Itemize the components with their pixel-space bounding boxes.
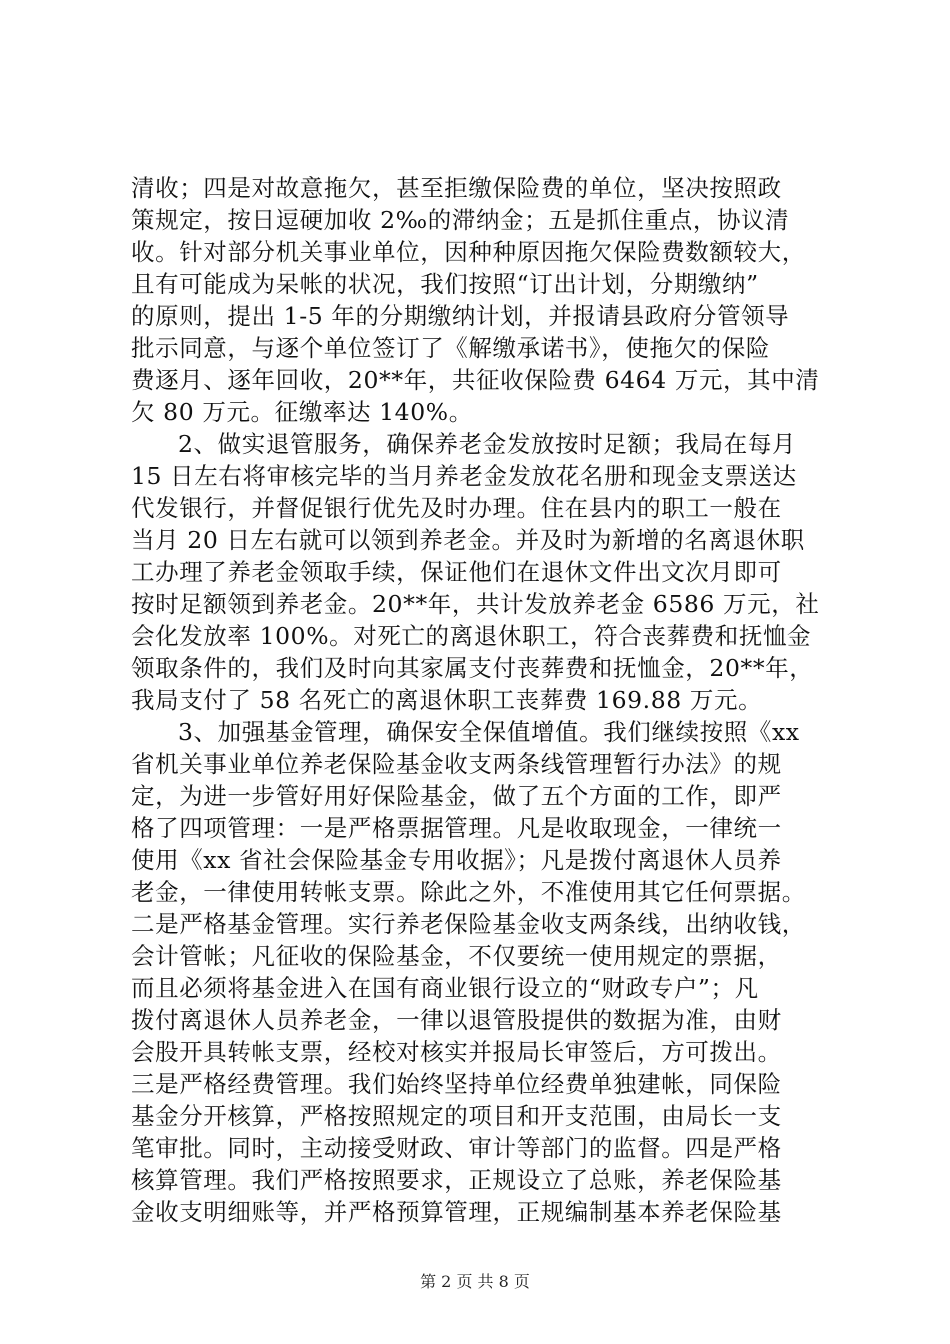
text-line: 老金，一律使用转帐支票。除此之外，不准使用其它任何票据。	[131, 878, 806, 906]
page-number-footer: 第 2 页 共 8 页	[420, 1272, 530, 1291]
text-line: 金收支明细账等，并严格预算管理，正规编制基本养老保险基	[131, 1198, 782, 1226]
paragraph-start-line: 3、加强基金管理，确保安全保值增值。我们继续按照《xx	[178, 718, 800, 746]
text-line: 核算管理。我们严格按照要求，正规设立了总账，养老保险基	[131, 1166, 782, 1194]
text-line: 会股开具转帐支票，经校对核实并报局长审签后，方可拨出。	[131, 1038, 782, 1066]
text-line: 笔审批。同时，主动接受财政、审计等部门的监督。四是严格	[131, 1134, 782, 1162]
text-line: 费逐月、逐年回收，20**年，共征收保险费 6464 万元，其中清	[131, 366, 820, 394]
text-line: 会计管帐；凡征收的保险基金，不仅要统一使用规定的票据，	[131, 942, 782, 970]
text-line: 二是严格基金管理。实行养老保险基金收支两条线，出纳收钱，	[131, 910, 806, 938]
text-line: 15 日左右将审核完毕的当月养老金发放花名册和现金支票送达	[131, 462, 797, 490]
text-line: 欠 80 万元。征缴率达 140%。	[131, 398, 473, 426]
text-line: 代发银行，并督促银行优先及时办理。住在县内的职工一般在	[131, 494, 782, 522]
paragraph-start-line: 2、做实退管服务，确保养老金发放按时足额；我局在每月	[178, 430, 797, 458]
text-line: 领取条件的，我们及时向其家属支付丧葬费和抚恤金，20**年，	[131, 654, 814, 682]
text-line: 而且必须将基金进入在国有商业银行设立的“财政专户”；凡	[131, 974, 759, 1002]
text-line: 按时足额领到养老金。20**年，共计发放养老金 6586 万元，社	[131, 590, 820, 618]
text-line: 拨付离退休人员养老金，一律以退管股提供的数据为准，由财	[131, 1006, 782, 1034]
text-line: 当月 20 日左右就可以领到养老金。并及时为新增的名离退休职	[131, 526, 805, 554]
text-line: 策规定，按日逗硬加收 2‰的滞纳金；五是抓住重点，协议清	[131, 206, 790, 234]
text-line: 的原则，提出 1-5 年的分期缴纳计划，并报请县政府分管领导	[131, 302, 790, 330]
text-line: 清收；四是对故意拖欠，甚至拒缴保险费的单位，坚决按照政	[131, 174, 782, 202]
text-line: 收。针对部分机关事业单位，因种种原因拖欠保险费数额较大，	[131, 238, 806, 266]
text-line: 我局支付了 58 名死亡的离退休职工丧葬费 169.88 万元。	[131, 686, 763, 714]
text-line: 且有可能成为呆帐的状况，我们按照“订出计划，分期缴纳”	[131, 270, 759, 298]
text-line: 基金分开核算，严格按照规定的项目和开支范围，由局长一支	[131, 1102, 782, 1130]
text-line: 批示同意，与逐个单位签订了《解缴承诺书》，使拖欠的保险	[131, 334, 770, 362]
text-line: 格了四项管理：一是严格票据管理。凡是收取现金，一律统一	[131, 814, 782, 842]
text-line: 三是严格经费管理。我们始终坚持单位经费单独建帐，同保险	[131, 1070, 782, 1098]
text-line: 会化发放率 100%。对死亡的离退休职工，符合丧葬费和抚恤金	[131, 622, 812, 650]
text-line: 工办理了养老金领取手续，保证他们在退休文件出文次月即可	[131, 558, 782, 586]
text-line: 定，为进一步管好用好保险基金，做了五个方面的工作，即严	[131, 782, 782, 810]
text-line: 省机关事业单位养老保险基金收支两条线管理暂行办法》的规	[131, 750, 782, 778]
text-line: 使用《xx 省社会保险基金专用收据》；凡是拨付离退休人员养	[131, 846, 782, 874]
